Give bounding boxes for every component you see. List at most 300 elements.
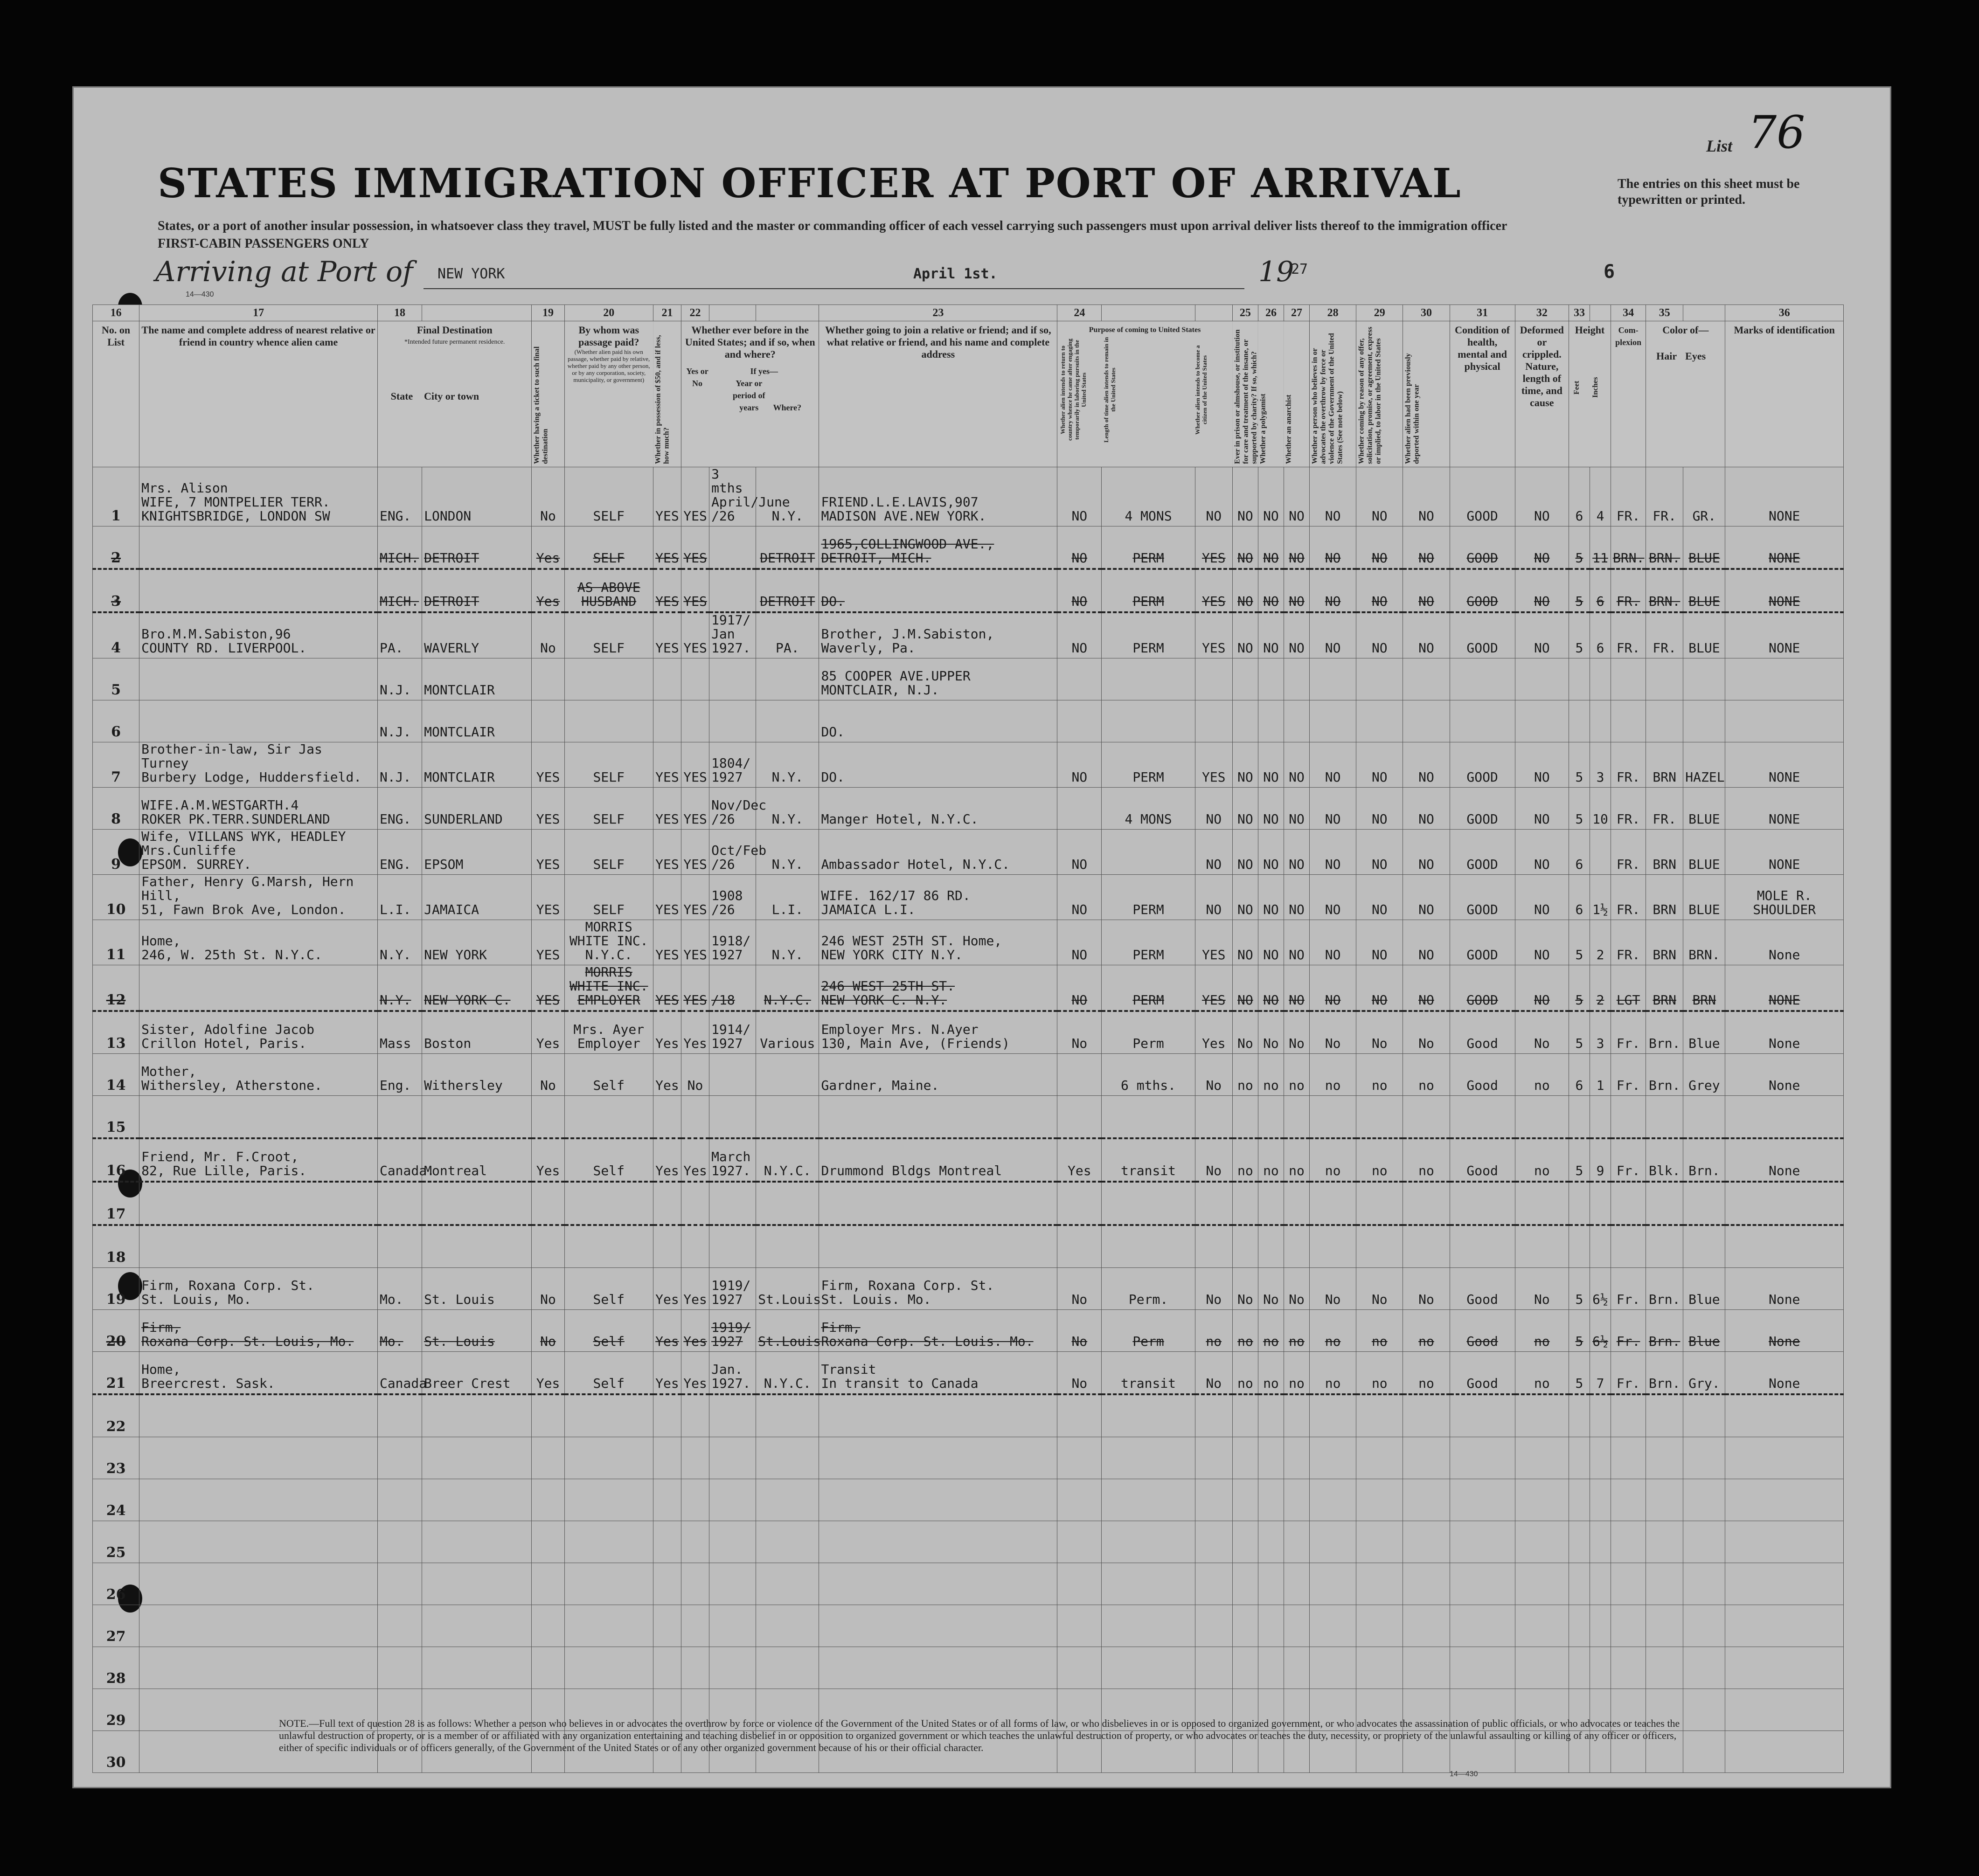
header-q30: Whether alien had been previously deported within one year	[1403, 321, 1450, 467]
cell-p3: Yes	[1195, 1011, 1232, 1054]
cell-q29: No	[1356, 1268, 1403, 1310]
cell-inches: 6	[1590, 612, 1611, 658]
cell-q29	[1356, 1437, 1403, 1479]
cell-q30	[1403, 1096, 1450, 1139]
cell-state	[377, 1096, 422, 1139]
cell-q26: no	[1258, 1310, 1284, 1352]
cell-marks	[1725, 658, 1844, 700]
cell-p3: YES	[1195, 526, 1232, 569]
cell-q29: no	[1356, 1138, 1403, 1182]
cell-health: GOOD	[1450, 742, 1515, 788]
cell-q30: NO	[1403, 742, 1450, 788]
cell-inches: 11	[1590, 526, 1611, 569]
cell-p1	[1057, 1479, 1102, 1521]
header-polygamist: Whether a polygamist	[1258, 321, 1284, 467]
cell-marks: NONE	[1725, 788, 1844, 830]
cell-state: N.Y.	[377, 965, 422, 1011]
cell-p1: NO	[1057, 830, 1102, 875]
cell-hair	[1646, 1437, 1683, 1479]
cell-q30: No	[1403, 1268, 1450, 1310]
table-row	[93, 700, 1844, 742]
cell-money	[653, 658, 681, 700]
table-row	[93, 1563, 1844, 1605]
cell-p1: No	[1057, 1310, 1102, 1352]
cell-inches	[1590, 658, 1611, 700]
cell-deformed: NO	[1515, 526, 1569, 569]
cell-q27	[1284, 1563, 1309, 1605]
column-number: 32	[1515, 305, 1569, 321]
cell-hair: BRN	[1646, 875, 1683, 920]
cell-q27	[1284, 1182, 1309, 1225]
cell-hair	[1646, 1563, 1683, 1605]
date-value: April 1st.	[913, 266, 998, 282]
cell-eyes: Blue	[1683, 1268, 1725, 1310]
cell-q26: NO	[1258, 612, 1284, 658]
cell-paid	[564, 1479, 653, 1521]
cell-health: Good	[1450, 1054, 1515, 1096]
cell-q29: NO	[1356, 788, 1403, 830]
cell-q25: NO	[1232, 569, 1258, 612]
cell-joining: 246 WEST 25TH ST. NEW YORK C. N.Y.	[819, 965, 1057, 1011]
cell-inches: 7	[1590, 1352, 1611, 1395]
cell-q25: NO	[1232, 920, 1258, 965]
cell-eyes: BLUE	[1683, 875, 1725, 920]
cell-where	[756, 1394, 819, 1437]
cell-q29	[1356, 1225, 1403, 1268]
cell-q26: NO	[1258, 788, 1284, 830]
header-purpose-length: Length of time alien intends to remain in the United States	[1103, 337, 1117, 443]
cell-marks	[1725, 1521, 1844, 1563]
cell-relative: Father, Henry G.Marsh, Hern Hill, 51, Fawn Brok Ave, London.	[139, 875, 378, 920]
sheet-number: 6	[1604, 261, 1615, 283]
cell-where	[756, 1437, 819, 1479]
cell-eyes	[1683, 1605, 1725, 1647]
cell-joining: Firm, Roxana Corp. St. St. Louis. Mo.	[819, 1268, 1057, 1310]
cell-where	[756, 1225, 819, 1268]
cell-no: 14	[93, 1054, 139, 1096]
cell-inches: 4	[1590, 467, 1611, 526]
cell-no: 27	[93, 1605, 139, 1647]
cell-before: YES	[681, 788, 709, 830]
cell-relative	[139, 658, 378, 700]
form-number: 14—430	[186, 291, 214, 298]
cell-state: Mass	[377, 1011, 422, 1054]
column-number: 17	[139, 305, 378, 321]
cell-paid: SELF	[564, 788, 653, 830]
cell-hair	[1646, 1647, 1683, 1689]
cell-hair: FR.	[1646, 788, 1683, 830]
cell-deformed	[1515, 1605, 1569, 1647]
cell-q26	[1258, 1225, 1284, 1268]
cell-deformed: no	[1515, 1352, 1569, 1395]
cell-p1: NO	[1057, 612, 1102, 658]
cell-q28: no	[1310, 1138, 1356, 1182]
cell-paid: SELF	[564, 742, 653, 788]
cell-q30: NO	[1403, 788, 1450, 830]
cell-money	[653, 1647, 681, 1689]
column-number: 35	[1646, 305, 1683, 321]
cell-money: Yes	[653, 1310, 681, 1352]
cell-inches	[1590, 1394, 1611, 1437]
cell-complexion: BRN.	[1611, 526, 1646, 569]
cell-joining: Drummond Bldgs Montreal	[819, 1138, 1057, 1182]
cell-p2	[1102, 1225, 1195, 1268]
cell-paid	[564, 1563, 653, 1605]
cell-q29	[1356, 1605, 1403, 1647]
cell-health	[1450, 1479, 1515, 1521]
year-prefix: 19	[1258, 256, 1294, 288]
cell-where: Various	[756, 1011, 819, 1054]
cell-before	[681, 1096, 709, 1139]
cell-paid	[564, 1437, 653, 1479]
cell-eyes: BLUE	[1683, 526, 1725, 569]
cell-before	[681, 1563, 709, 1605]
cell-where: St.Louis	[756, 1310, 819, 1352]
cell-complexion: FR.	[1611, 875, 1646, 920]
cell-period: 1908 /26	[709, 875, 756, 920]
cell-state: Canada	[377, 1352, 422, 1395]
port-value: NEW YORK	[437, 266, 505, 282]
cell-complexion	[1611, 1394, 1646, 1437]
cell-p2: 4 MONS	[1102, 788, 1195, 830]
cell-p2	[1102, 1563, 1195, 1605]
cell-relative: Home, Breercrest. Sask.	[139, 1352, 378, 1395]
cell-complexion: FR.	[1611, 612, 1646, 658]
cell-p3: YES	[1195, 742, 1232, 788]
cell-state: MICH.	[377, 526, 422, 569]
cell-feet: 5	[1569, 1352, 1590, 1395]
cell-hair	[1646, 658, 1683, 700]
final-destination-label: Final Destination	[417, 324, 493, 336]
cell-q28: no	[1310, 1352, 1356, 1395]
column-number: 28	[1310, 305, 1356, 321]
cell-p3	[1195, 700, 1232, 742]
cell-state: ENG.	[377, 830, 422, 875]
cell-joining: DO.	[819, 742, 1057, 788]
cell-money: Yes	[653, 1268, 681, 1310]
cell-q25: NO	[1232, 742, 1258, 788]
cell-p1	[1057, 1225, 1102, 1268]
cell-no: 19	[93, 1268, 139, 1310]
cell-money: Yes	[653, 1138, 681, 1182]
cell-q25: No	[1232, 1011, 1258, 1054]
cell-complexion: FR.	[1611, 742, 1646, 788]
table-row	[93, 830, 1844, 875]
cell-p2	[1102, 1394, 1195, 1437]
cell-before	[681, 1605, 709, 1647]
cell-p2: PERM	[1102, 612, 1195, 658]
cell-no: 17	[93, 1182, 139, 1225]
cell-period	[709, 1394, 756, 1437]
table-row	[93, 1647, 1844, 1689]
cell-marks	[1725, 1225, 1844, 1268]
cell-marks: NONE	[1725, 526, 1844, 569]
cell-deformed: No	[1515, 1011, 1569, 1054]
cell-no: 1	[93, 467, 139, 526]
column-number-row	[93, 305, 1844, 321]
cell-where: PA.	[756, 612, 819, 658]
cell-p2	[1102, 1182, 1195, 1225]
cell-deformed	[1515, 1563, 1569, 1605]
cell-joining: FRIEND.L.E.LAVIS,907 MADISON AVE.NEW YORK.	[819, 467, 1057, 526]
cell-joining	[819, 1394, 1057, 1437]
cell-q29: NO	[1356, 965, 1403, 1011]
cell-hair: BRN	[1646, 920, 1683, 965]
cell-health	[1450, 1394, 1515, 1437]
cell-complexion: FR.	[1611, 920, 1646, 965]
cell-q27	[1284, 1437, 1309, 1479]
cell-feet: 5	[1569, 569, 1590, 612]
cell-q27: NO	[1284, 612, 1309, 658]
cell-q26: NO	[1258, 875, 1284, 920]
purpose-label: Purpose of coming to United States	[1089, 326, 1201, 334]
passage-paid-label: By whom was passage paid?	[578, 324, 639, 348]
cell-period: 3 mths April/June /26	[709, 467, 756, 526]
column-number	[1590, 305, 1611, 321]
cell-eyes: Blue	[1683, 1011, 1725, 1054]
cell-eyes: BLUE	[1683, 612, 1725, 658]
cell-q30: NO	[1403, 467, 1450, 526]
cell-q30: NO	[1403, 526, 1450, 569]
cell-hair	[1646, 1182, 1683, 1225]
cell-p1	[1057, 1437, 1102, 1479]
column-number: 30	[1403, 305, 1450, 321]
cell-state: MICH.	[377, 569, 422, 612]
cell-health: GOOD	[1450, 920, 1515, 965]
cell-eyes	[1683, 1479, 1725, 1521]
cell-marks	[1725, 1096, 1844, 1139]
cell-p1	[1057, 700, 1102, 742]
cell-q27: NO	[1284, 830, 1309, 875]
cell-q29	[1356, 1479, 1403, 1521]
port-underline	[424, 288, 927, 289]
cell-deformed	[1515, 658, 1569, 700]
table-row	[93, 1138, 1844, 1182]
cell-p1	[1057, 1521, 1102, 1563]
cell-ticket	[532, 1437, 564, 1479]
instructions-text: States, or a port of another insular possession, in whatsoever class they travel, MUST be fully listed and the master or commanding officer of each vessel carrying such passengers must upon arrival deliver lists thereof to the immigration officer	[158, 219, 1507, 233]
cell-city	[422, 1182, 532, 1225]
cell-ticket	[532, 658, 564, 700]
cell-no: 4	[93, 612, 139, 658]
cell-q28: no	[1310, 1054, 1356, 1096]
cell-q25	[1232, 1437, 1258, 1479]
cell-period	[709, 526, 756, 569]
cell-q25: NO	[1232, 788, 1258, 830]
cell-complexion	[1611, 1563, 1646, 1605]
cell-q29	[1356, 1394, 1403, 1437]
column-number	[709, 305, 756, 321]
cell-city: JAMAICA	[422, 875, 532, 920]
cell-q26	[1258, 1096, 1284, 1139]
cell-city	[422, 1479, 532, 1521]
cell-marks	[1725, 1689, 1844, 1731]
cell-q27: NO	[1284, 875, 1309, 920]
manifest-table	[92, 305, 1844, 1773]
cell-eyes	[1683, 700, 1725, 742]
cell-p1: NO	[1057, 569, 1102, 612]
cell-eyes	[1683, 1563, 1725, 1605]
cell-period	[709, 1225, 756, 1268]
cell-q28: NO	[1310, 965, 1356, 1011]
cell-marks	[1725, 1563, 1844, 1605]
cell-q27: NO	[1284, 920, 1309, 965]
cell-p3	[1195, 1479, 1232, 1521]
cell-feet: 6	[1569, 830, 1590, 875]
cell-q30: NO	[1403, 612, 1450, 658]
cell-eyes: Blue	[1683, 1310, 1725, 1352]
cell-money	[653, 1521, 681, 1563]
cell-deformed: no	[1515, 1054, 1569, 1096]
table-row	[93, 920, 1844, 965]
cell-hair: Blk.	[1646, 1138, 1683, 1182]
cell-period: /18	[709, 965, 756, 1011]
table-row	[93, 569, 1844, 612]
table-row	[93, 1096, 1844, 1139]
cell-deformed: No	[1515, 1268, 1569, 1310]
cell-q26: no	[1258, 1054, 1284, 1096]
cell-health: Good	[1450, 1310, 1515, 1352]
cell-feet: 5	[1569, 526, 1590, 569]
cell-hair: BRN.	[1646, 526, 1683, 569]
cell-complexion	[1611, 1479, 1646, 1521]
cell-p3	[1195, 1563, 1232, 1605]
cell-hair	[1646, 1605, 1683, 1647]
cell-no: 11	[93, 920, 139, 965]
cell-p2	[1102, 1605, 1195, 1647]
cell-q29: NO	[1356, 467, 1403, 526]
cell-q27: NO	[1284, 965, 1309, 1011]
typewritten-note: The entries on this sheet must be typewritten or printed.	[1618, 177, 1800, 207]
cell-where: N.Y.	[756, 467, 819, 526]
cell-q27	[1284, 1605, 1309, 1647]
table-row	[93, 742, 1844, 788]
table-row	[93, 1521, 1844, 1563]
cell-state	[377, 1437, 422, 1479]
column-number: 31	[1450, 305, 1515, 321]
column-number	[1102, 305, 1195, 321]
cell-joining: Brother, J.M.Sabiston, Waverly, Pa.	[819, 612, 1057, 658]
cell-q25: no	[1232, 1054, 1258, 1096]
table-row	[93, 965, 1844, 1011]
cell-hair	[1646, 700, 1683, 742]
cell-relative	[139, 526, 378, 569]
cell-health: GOOD	[1450, 830, 1515, 875]
cell-ticket	[532, 1479, 564, 1521]
cell-hair	[1646, 1225, 1683, 1268]
cell-inches	[1590, 1096, 1611, 1139]
cell-marks: NONE	[1725, 467, 1844, 526]
cell-no: 26	[93, 1563, 139, 1605]
cell-complexion: FR.	[1611, 830, 1646, 875]
cell-ticket: Yes	[532, 569, 564, 612]
cell-paid: SELF	[564, 526, 653, 569]
cell-complexion	[1611, 1521, 1646, 1563]
cell-feet	[1569, 1182, 1590, 1225]
cell-q30: No	[1403, 1011, 1450, 1054]
cell-ticket	[532, 1394, 564, 1437]
column-number: 25	[1232, 305, 1258, 321]
table-row	[93, 1225, 1844, 1268]
header-purpose-return: Whether alien intends to return to country whence he came after engaging temporarily in laboring pursuits in the United States	[1059, 339, 1088, 441]
cell-q25: NO	[1232, 830, 1258, 875]
cell-city: SUNDERLAND	[422, 788, 532, 830]
cell-joining	[819, 1225, 1057, 1268]
cell-p3	[1195, 1394, 1232, 1437]
cell-eyes: BRN.	[1683, 920, 1725, 965]
cell-q28: NO	[1310, 612, 1356, 658]
header-color	[1646, 321, 1725, 467]
cell-p3: YES	[1195, 920, 1232, 965]
cell-joining	[819, 1479, 1057, 1521]
header-inches: Inches	[1591, 377, 1600, 398]
cell-paid: SELF	[564, 612, 653, 658]
cell-q26	[1258, 1479, 1284, 1521]
cell-relative	[139, 1437, 378, 1479]
cell-state: Canada.	[377, 1138, 422, 1182]
cell-health: GOOD	[1450, 467, 1515, 526]
cell-p2: Perm	[1102, 1011, 1195, 1054]
cell-q30: NO	[1403, 569, 1450, 612]
cell-relative	[139, 1394, 378, 1437]
cell-period	[709, 1647, 756, 1689]
cell-q25	[1232, 1182, 1258, 1225]
cell-q29	[1356, 1521, 1403, 1563]
cell-health	[1450, 1647, 1515, 1689]
cell-q29: NO	[1356, 875, 1403, 920]
column-number	[756, 305, 819, 321]
color-label: Color of—	[1662, 324, 1709, 336]
cell-joining	[819, 1647, 1057, 1689]
cell-q27: NO	[1284, 467, 1309, 526]
page-title: STATES IMMIGRATION OFFICER AT PORT OF ARRIVAL	[158, 160, 1462, 207]
header-yes-no: Yes or No	[686, 367, 708, 388]
cell-no: 22	[93, 1394, 139, 1437]
cell-inches	[1590, 1479, 1611, 1521]
cell-feet	[1569, 1225, 1590, 1268]
cell-deformed	[1515, 1521, 1569, 1563]
cell-no: 6	[93, 700, 139, 742]
column-number: 36	[1725, 305, 1844, 321]
header-if-yes: If yes—	[750, 367, 778, 376]
cell-where	[756, 1479, 819, 1521]
cell-joining: Manger Hotel, N.Y.C.	[819, 788, 1057, 830]
height-label: Height	[1575, 324, 1605, 336]
cell-money: YES	[653, 788, 681, 830]
cell-relative: Firm, Roxana Corp. St. Louis, Mo.	[139, 1310, 378, 1352]
cell-relative	[139, 1647, 378, 1689]
cell-health	[1450, 658, 1515, 700]
cell-q26	[1258, 1437, 1284, 1479]
cell-q27: NO	[1284, 788, 1309, 830]
table-row	[93, 658, 1844, 700]
header-period: Year or period of years	[733, 379, 765, 412]
header-purpose	[1057, 321, 1233, 467]
cell-period: 1918/ 1927	[709, 920, 756, 965]
cell-health: Good	[1450, 1268, 1515, 1310]
cell-deformed	[1515, 1096, 1569, 1139]
cell-q27	[1284, 1225, 1309, 1268]
cell-paid	[564, 1096, 653, 1139]
cell-city	[422, 1225, 532, 1268]
header-ticket: Whether having a ticket to such final destination	[532, 321, 564, 467]
cell-q26: NO	[1258, 920, 1284, 965]
cell-period: Oct/Feb /26	[709, 830, 756, 875]
cell-health: GOOD	[1450, 965, 1515, 1011]
cell-inches	[1590, 1647, 1611, 1689]
cell-state: L.I.	[377, 875, 422, 920]
cell-inches: 3	[1590, 1011, 1611, 1054]
